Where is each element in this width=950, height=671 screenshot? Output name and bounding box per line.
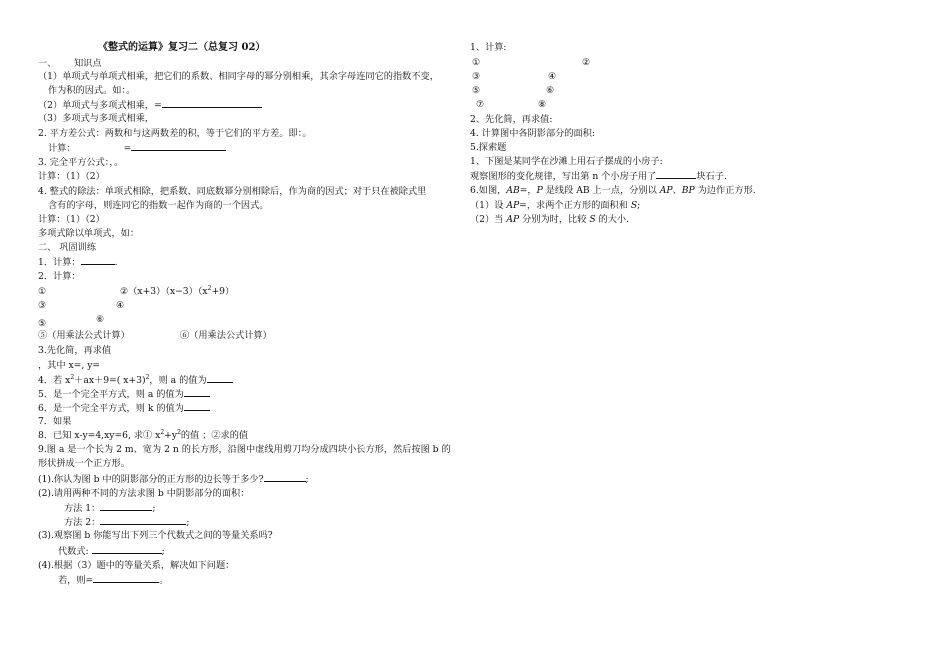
answer-blank xyxy=(100,501,152,511)
right-question-2: 2、先化简，再求值: xyxy=(470,114,553,125)
knowledge-point-6b: 含有的字母，则连同它的指数一起作为商的一个因式。 xyxy=(48,200,269,211)
right-question-5-1-ask xyxy=(470,169,727,183)
question-2-item-3: ③ xyxy=(38,300,47,311)
answer-blank xyxy=(100,515,186,525)
question-9-part-1-text: (1).你认为图 b 中的阴影部分的正方形的边长等于多少? xyxy=(38,474,264,485)
right-question-1-item-1: ① xyxy=(472,57,481,68)
right-question-5-1-text: 观察图形的变化规律，写出第 n 个小房子用了 xyxy=(470,171,657,182)
right-question-5-1-tail: 块石子. xyxy=(696,171,727,182)
right-question-1-item-8: ⑧ xyxy=(538,99,547,110)
right-question-1-item-7: ⑦ xyxy=(476,99,485,110)
page-title: 《整式的运算》复习二（总复习 02） xyxy=(98,42,266,53)
right-question-1-item-2: ② xyxy=(582,57,591,68)
knowledge-point-1a: （1）单项式与单项式相乘，把它们的系数、相同字母的幂分别相乘，其余字母连同它的指数不变， xyxy=(38,71,439,82)
question-9-part-4-answer: 若，则= 。 xyxy=(58,575,169,586)
question-3-condition: ，其中 x=, y= xyxy=(38,360,101,371)
right-question-5-1: 1、下图是某同学在沙滩上用石子摆成的小房子: xyxy=(470,156,663,167)
right-question-6-part-1-a: （1）设 xyxy=(470,200,507,211)
area-s: S xyxy=(630,200,638,211)
segment-bp: BP xyxy=(681,185,695,196)
question-9-part-4-text: 若，则= xyxy=(58,575,94,586)
question-4-part-b: ＋ax＋9=( x+3) xyxy=(74,375,146,386)
question-9-part-3: (3).观察图 b 你能写出下列三个代数式之间的等量关系吗? xyxy=(38,530,273,541)
question-9-part-1: (1).你认为图 b 中的阴影部分的正方形的边长等于多少? ; xyxy=(38,474,309,485)
question-2-item-5: ⑤ xyxy=(38,318,47,329)
calc-example-line xyxy=(48,141,226,155)
knowledge-point-3: （3）多项式与多项式相乘， xyxy=(38,113,155,124)
question-2-item-6b: ⑥（用乘法公式计算） xyxy=(180,330,272,341)
question-1: 1．计算： . xyxy=(38,257,118,268)
answer-blank xyxy=(264,472,306,482)
question-3: 3.先化简，再求值 xyxy=(38,345,112,356)
segment-ap: AP xyxy=(659,185,673,196)
question-8-part-a: 8．已知 x-y=4,xy=6, 求① x xyxy=(38,430,161,441)
answer-blank xyxy=(162,98,262,108)
right-question-6-e: 为边作正方形. xyxy=(694,185,756,196)
algebra-label: 代数式: xyxy=(58,546,89,557)
section-1-heading: 知识点 xyxy=(74,58,102,69)
method-2: 方法 2： ; xyxy=(64,517,190,528)
calc-line-2: 计算：（1）（2） xyxy=(38,214,105,225)
question-2-item-2-text: ②（x+3）（x−3）（x xyxy=(120,286,208,297)
right-question-1-item-5: ⑤ xyxy=(472,85,481,96)
question-5 xyxy=(38,387,210,401)
right-question-4: 4. 计算图中各阴影部分的面积: xyxy=(470,128,596,139)
question-5-text: 5．是一个完全平方式，则 a 的值为 xyxy=(38,389,184,400)
calc-label: 计算： xyxy=(48,143,76,154)
right-question-6-c: 是线段 AB 上一点，分别以 xyxy=(542,185,660,196)
knowledge-point-4: 2. 平方差公式：两数和与这两数差的积，等于它们的平方差。即：。 xyxy=(38,128,312,139)
question-9b: 形状拼成一个正方形。 xyxy=(38,458,130,469)
question-9-part-2: (2).请用两种不同的方法求图 b 中阴影部分的面积： xyxy=(38,488,250,499)
answer-blank xyxy=(184,401,210,411)
question-6-text: 6．是一个完全平方式，则 k 的值为 xyxy=(38,403,184,414)
method-2-label: 方法 2： xyxy=(64,517,101,528)
answer-blank xyxy=(81,255,115,265)
answer-blank xyxy=(656,169,696,179)
question-4: 4．若 $x^2+ax+9=$( x+3)$^2$，则 a 的值为 xyxy=(38,373,233,387)
right-question-1: 1、计算: xyxy=(470,42,507,53)
answer-blank xyxy=(131,141,226,151)
right-question-6-part-1-b: =，求两个正方形的面积和 xyxy=(519,200,631,211)
question-4-part-c: ，则 a 的值为 xyxy=(149,375,207,386)
answer-blank xyxy=(92,544,162,554)
right-question-6-a: 6.如图， xyxy=(470,185,507,196)
right-question-6-b: =， xyxy=(519,185,537,196)
answer-blank xyxy=(207,373,233,383)
question-7: 7．如果 xyxy=(38,416,72,427)
question-2-item-4: ④ xyxy=(116,300,125,311)
right-question-6-part-2 xyxy=(470,213,629,226)
question-1-text: 1．计算： xyxy=(38,257,81,268)
question-8-part-b: +y xyxy=(164,430,178,441)
method-1: 方法 1： ; xyxy=(64,503,156,514)
segment-ap: AP xyxy=(506,214,520,225)
knowledge-point-1b: 作为积的因式。如：。 xyxy=(48,85,136,96)
question-9-part-4: (4).根据（3）题中的等量关系，解决如下问题： xyxy=(38,560,235,571)
question-6 xyxy=(38,401,210,415)
question-8-part-c: 的值 ；②求的值 xyxy=(180,430,249,441)
question-8: 8．已知 x-y=4,xy=6, 求① $x^2+y^2$的值 ；②求的值 xyxy=(38,428,249,441)
section-1-number: 一、 xyxy=(38,58,57,69)
calc-line-1: 计算：（1）（2） xyxy=(38,171,105,182)
right-question-6-part-2-b: 分别为时，比较 xyxy=(519,214,590,225)
knowledge-point-5: 3. 完全平方公式：，。 xyxy=(38,157,124,168)
knowledge-point-2-text: （2）单项式与多项式相乘，= xyxy=(38,100,162,111)
equals-sign: = xyxy=(123,143,132,154)
question-2-item-2: $②(x+3)(x-3)(x^2+9)$ xyxy=(120,284,235,297)
right-question-6-part-2-a: （2）当 xyxy=(470,214,507,225)
right-question-6 xyxy=(470,184,756,197)
question-2-item-2-tail: +9） xyxy=(211,286,235,297)
question-4-part-a: 4．若 x xyxy=(38,375,71,386)
right-question-6-d: 、 xyxy=(672,185,682,196)
answer-blank xyxy=(184,387,210,397)
question-9a: 9.图 a 是一个长为 2 m、宽为 2 n 的长方形，沿图中虚线用剪刀均分成四块小长方形，然后按图 b 的 xyxy=(38,444,451,455)
area-s: S xyxy=(589,214,596,225)
right-question-1-item-3: ③ xyxy=(472,71,481,82)
segment-ab: AB xyxy=(506,185,520,196)
right-question-6-part-1-c: ; xyxy=(637,200,641,211)
method-1-label: 方法 1： xyxy=(64,503,101,514)
right-question-5: 5.探索题 xyxy=(470,142,507,153)
right-question-6-part-1 xyxy=(470,199,640,212)
right-question-1-item-6: ⑥ xyxy=(546,85,555,96)
point-p: P xyxy=(536,185,543,196)
answer-blank xyxy=(93,573,159,583)
knowledge-point-6a: 4. 整式的除法：单项式相除，把系数、同底数幂分别相除后，作为商的因式；对于只在被除式里 xyxy=(38,186,427,197)
algebra-expression: 代数式: ; xyxy=(58,546,165,557)
division-example: 多项式除以单项式，如： xyxy=(38,228,140,239)
section-2-heading: 二、 巩固训练 xyxy=(38,242,97,253)
right-question-6-part-2-c: 的大小. xyxy=(595,214,630,225)
knowledge-point-2 xyxy=(38,98,262,112)
right-question-1-item-4: ④ xyxy=(548,71,557,82)
question-2-item-6: ⑥ xyxy=(96,314,105,325)
segment-ap: AP xyxy=(506,200,520,211)
question-2-item-5b: ⑤（用乘法公式计算） xyxy=(38,330,130,341)
question-2-item-1: ① xyxy=(38,286,47,297)
question-2: 2．计算： xyxy=(38,271,81,282)
